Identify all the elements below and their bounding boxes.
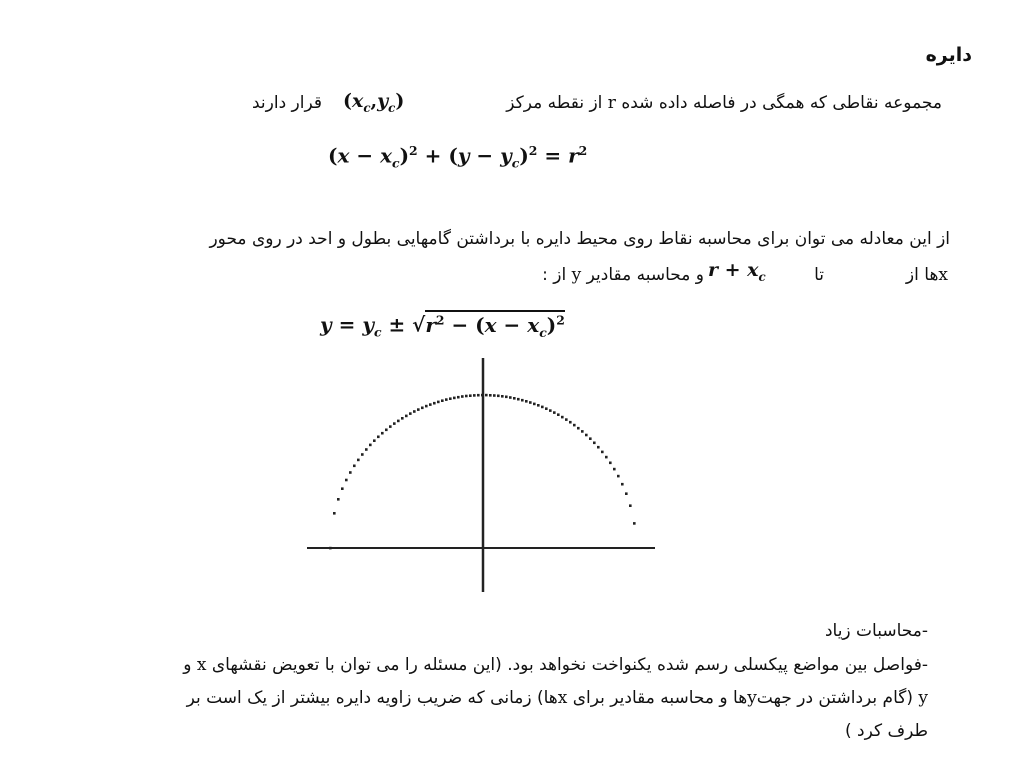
definition-line <box>506 90 942 116</box>
method-line-1: از این معادله می توان برای محاسبه نقاط روی محیط دایره با برداشتن گامهایی بطول و احد در روی محور <box>209 229 950 249</box>
pixel-point <box>497 395 500 398</box>
pixel-point <box>385 429 388 432</box>
definition-text-after: قرار دارند <box>251 93 322 113</box>
bullet-heavy-computation: -محاسبات زیاد <box>824 621 928 641</box>
pixel-point <box>553 411 556 414</box>
pixel-point <box>505 396 508 399</box>
y-symbol: y <box>571 265 582 285</box>
b2-line2-a: (گام برداشتن در جهت <box>756 688 913 708</box>
pixel-point <box>381 432 384 435</box>
pixel-point <box>397 420 400 423</box>
center-formula: $(x_c,y_c)$ <box>343 90 405 115</box>
pixel-point <box>625 492 628 495</box>
method-line-2-b: تا <box>814 265 824 285</box>
pixel-point <box>453 397 456 400</box>
pixel-point <box>365 448 368 451</box>
pixel-point <box>369 444 372 447</box>
x-symbol: x <box>938 265 948 285</box>
pixel-point <box>345 479 348 482</box>
pixel-point <box>633 522 636 525</box>
pixel-point <box>597 446 600 449</box>
pixel-point <box>629 504 632 507</box>
pixel-point <box>577 427 580 430</box>
pixel-point <box>341 487 344 490</box>
pixel-point <box>585 434 588 437</box>
pixel-point <box>593 442 596 445</box>
b2-line2-x: x <box>557 688 568 708</box>
pixel-point <box>469 394 472 397</box>
method-line-2-end <box>542 262 704 288</box>
upper-limit-formula: $r + x_c$ <box>708 259 766 284</box>
method-line-2-c: و محاسبه مقادیر <box>586 265 704 285</box>
pixel-point <box>421 407 424 410</box>
bullet-uneven-spacing-line-2 <box>187 685 928 711</box>
pixel-point <box>485 394 488 397</box>
pixel-point <box>449 397 452 400</box>
method-line-2-a: ها از <box>905 265 939 285</box>
page-title: دایره <box>925 44 972 66</box>
bullet-uneven-spacing-line-1 <box>183 652 928 678</box>
pixel-point <box>393 422 396 425</box>
pixel-point <box>417 408 420 411</box>
pixel-point <box>561 416 564 419</box>
pixel-point <box>617 475 620 478</box>
pixel-point <box>589 437 592 440</box>
b2-line1-text: -فواصل بین مواضع پیکسلی رسم شده یکنواخت نخواهد بود. (این مسئله را می توان با تعویض نقشهای <box>211 655 928 675</box>
pixel-point <box>481 394 484 397</box>
pixel-point <box>565 418 568 421</box>
b2-line2-y: y <box>918 688 928 708</box>
pixel-point <box>465 395 468 398</box>
pixel-point <box>613 468 616 471</box>
pixel-point <box>373 439 376 442</box>
pixel-point <box>437 401 440 404</box>
pixel-point <box>541 406 544 409</box>
pixel-point <box>433 402 436 405</box>
pixel-point <box>513 397 516 400</box>
bullet-uneven-spacing-line-3: طرف کرد ) <box>844 721 928 741</box>
method-line-2-start <box>906 262 948 288</box>
pixel-point <box>445 398 448 401</box>
pixel-point <box>609 462 612 465</box>
pixel-point <box>581 430 584 433</box>
pixel-point <box>401 417 404 420</box>
pixel-point <box>461 395 464 398</box>
pixel-point <box>545 407 548 410</box>
method-line-2-d: از : <box>542 265 567 285</box>
pixel-point <box>409 412 412 415</box>
r-symbol: r <box>607 93 616 113</box>
pixel-point <box>525 400 528 403</box>
pixel-point <box>349 471 352 474</box>
pixel-point <box>405 415 408 418</box>
pixel-point <box>441 399 444 402</box>
pixel-point <box>549 409 552 412</box>
b2-line1-end: و <box>183 655 192 675</box>
pixel-point <box>361 453 364 456</box>
pixel-point <box>517 398 520 401</box>
pixel-point <box>333 512 336 515</box>
semicircle-pixel-diagram <box>300 350 660 600</box>
definition-text-before: مجموعه نقاطی که همگی در فاصله داده شده <box>621 93 942 113</box>
pixel-point <box>537 404 540 407</box>
pixel-point <box>429 403 432 406</box>
pixel-point <box>337 498 340 501</box>
pixel-point <box>357 459 360 462</box>
pixel-point <box>533 403 536 406</box>
pixel-point <box>377 436 380 439</box>
pixel-point <box>605 456 608 459</box>
pixel-point <box>509 396 512 399</box>
pixel-point <box>493 394 496 397</box>
b2-line2-c: ها) زمانی که ضریب زاویه دایره بیشتر از یک است بر <box>186 688 558 708</box>
pixel-point <box>477 394 480 397</box>
pixel-point <box>413 410 416 413</box>
circle-equation: $(x - x_c)^2 + (y - y_c)^2 = r^2$ <box>328 143 588 171</box>
pixel-point <box>389 425 392 428</box>
pixel-point <box>473 394 476 397</box>
pixel-point <box>425 405 428 408</box>
pixel-point <box>489 394 492 397</box>
b2-line1-x: x <box>196 655 207 675</box>
pixel-point <box>353 465 356 468</box>
pixel-point <box>501 395 504 398</box>
pixel-point <box>621 483 624 486</box>
b2-line2-b: ها و محاسبه مقادیر برای <box>572 688 748 708</box>
pixel-point <box>557 413 560 416</box>
pixel-point <box>329 547 332 550</box>
y-equation: $y = y_c \pm √r^2 - (x - x_c)^2$ <box>320 312 565 340</box>
pixel-point <box>521 399 524 402</box>
pixel-point <box>601 451 604 454</box>
b2-line2-y2: y <box>747 688 757 708</box>
definition-text-mid: از نقطه مرکز <box>506 93 603 113</box>
pixel-point <box>457 396 460 399</box>
pixel-point <box>569 421 572 424</box>
pixel-point <box>573 424 576 427</box>
pixel-point <box>529 401 532 404</box>
